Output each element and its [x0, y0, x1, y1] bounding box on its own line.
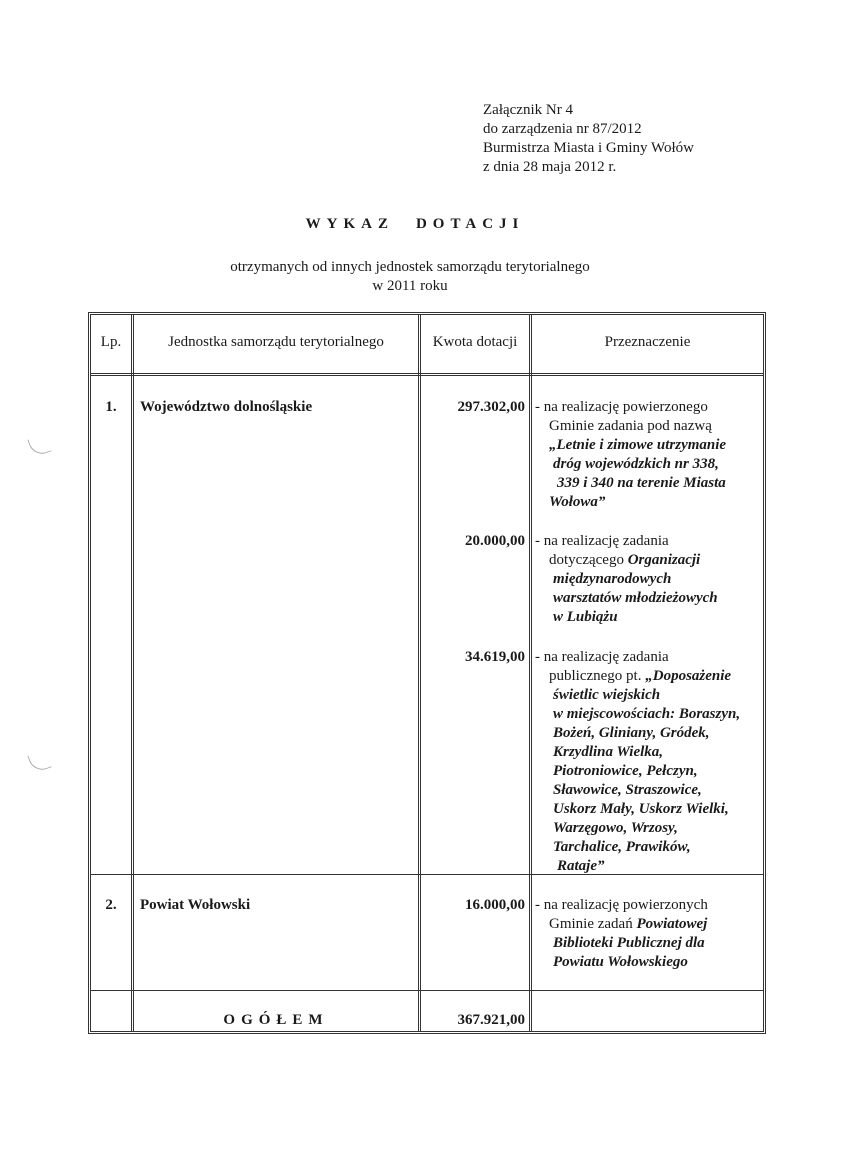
col-divider-1: [131, 315, 134, 1031]
purpose-title: Tarchalice, Prawików,: [553, 839, 691, 855]
purpose-title: Bożeń, Gliniany, Gródek,: [553, 725, 710, 741]
annex-line-2: do zarządzenia nr 87/2012: [483, 121, 642, 137]
header-purpose: Przeznaczenie: [604, 334, 691, 350]
purpose-text: dotyczącego: [549, 552, 624, 568]
total-amount: 367.921,00: [457, 1012, 525, 1028]
purpose-title: Sławowice, Straszowice,: [553, 782, 702, 798]
purpose-title: „Letnie i zimowe utrzymanie: [549, 437, 727, 453]
annex-line-1: Załącznik Nr 4: [483, 102, 573, 118]
purpose-title: dróg wojewódzkich nr 338,: [553, 456, 719, 472]
binder-hole-mark: [27, 433, 51, 457]
purpose-text: - na realizację zadania: [535, 533, 669, 549]
header-divider: [91, 373, 763, 376]
header-unit: Jednostka samorządu terytorialnego: [168, 334, 384, 350]
annex-header: [483, 101, 694, 177]
row-1-entry-2-purpose: [535, 532, 765, 627]
row-2-unit: Powiat Wołowski: [140, 897, 251, 913]
row-1-entry-2-amount: 20.000,00: [465, 533, 525, 549]
purpose-text: Gminie zadań: [549, 916, 633, 932]
binder-hole-mark: [27, 749, 51, 773]
purpose-title: Organizacji: [627, 552, 701, 568]
purpose-title: „Doposażenie: [645, 668, 732, 684]
document-title: [0, 216, 830, 233]
purpose-title: Powiatowej: [636, 916, 708, 932]
row-1-entry-3-amount: 34.619,00: [465, 649, 525, 665]
grants-table: [88, 312, 766, 1034]
annex-line-3: Burmistrza Miasta i Gminy Wołów: [483, 140, 694, 156]
purpose-title: Powiatu Wołowskiego: [553, 954, 688, 970]
purpose-text: - na realizację powierzonego: [535, 399, 708, 415]
row-1-entry-3-purpose: [535, 648, 767, 876]
purpose-title: Rataje”: [557, 858, 605, 874]
purpose-title: warsztatów młodzieżowych: [553, 590, 718, 606]
purpose-title: Biblioteki Publicznej dla: [553, 935, 705, 951]
row-1-entry-1-purpose: [535, 398, 765, 512]
header-lp: Lp.: [100, 334, 122, 350]
row-divider-2: [91, 990, 763, 991]
total-label: OGÓŁEM: [223, 1012, 329, 1028]
row-2-entry-1-purpose: [535, 896, 765, 972]
title-word-2: DOTACJI: [415, 216, 525, 232]
purpose-title: Krzydlina Wielka,: [553, 744, 664, 760]
document-subtitle: [0, 258, 820, 296]
col-divider-3: [529, 315, 532, 1031]
row-2-entry-1-amount: 16.000,00: [465, 897, 525, 913]
subtitle-line-2: w 2011 roku: [372, 278, 448, 294]
purpose-title: Wołowa”: [549, 494, 606, 510]
purpose-title: w miejscowościach: Boraszyn,: [553, 706, 741, 722]
row-1-lp: 1.: [105, 399, 117, 415]
purpose-text: Gminie zadania pod nazwą: [549, 418, 712, 434]
purpose-title: Piotroniowice, Pełczyn,: [553, 763, 698, 779]
purpose-title: międzynarodowych: [553, 571, 672, 587]
purpose-title: 339 i 340 na terenie Miasta: [557, 475, 726, 491]
annex-line-4: z dnia 28 maja 2012 r.: [483, 159, 617, 175]
purpose-title: Uskorz Mały, Uskorz Wielki,: [553, 801, 729, 817]
col-divider-2: [418, 315, 421, 1031]
purpose-text: - na realizację powierzonych: [535, 897, 708, 913]
purpose-title: Warzęgowo, Wrzosy,: [553, 820, 678, 836]
subtitle-line-1: otrzymanych od innych jednostek samorządu terytorialnego: [230, 259, 590, 275]
row-2-lp: 2.: [105, 897, 117, 913]
purpose-title: w Lubiążu: [553, 609, 618, 625]
purpose-text: publicznego pt.: [549, 668, 642, 684]
purpose-text: - na realizację zadania: [535, 649, 669, 665]
row-1-unit: Województwo dolnośląskie: [140, 399, 313, 415]
purpose-title: świetlic wiejskich: [553, 687, 661, 703]
title-word-1: WYKAZ: [305, 216, 394, 232]
row-1-entry-1-amount: 297.302,00: [457, 399, 525, 415]
header-amount: Kwota dotacji: [432, 334, 518, 350]
